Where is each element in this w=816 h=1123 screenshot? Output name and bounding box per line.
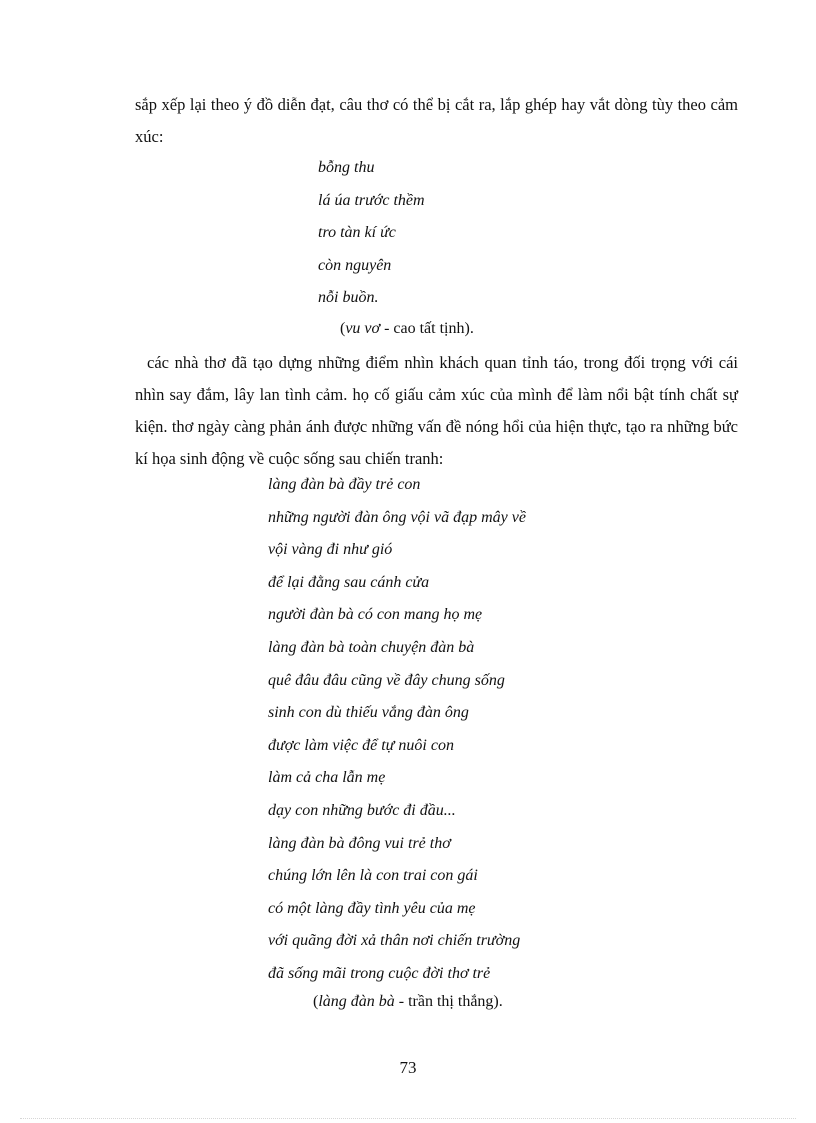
page-number: 73 bbox=[399, 1058, 417, 1077]
page-bottom-rule bbox=[20, 1118, 796, 1119]
poem-line: làng đàn bà đầy trẻ con bbox=[268, 476, 421, 493]
poem-line: làm cả cha lẫn mẹ bbox=[268, 769, 386, 787]
poem-citation: (làng đàn bà - trần thị thắng). bbox=[313, 993, 503, 1010]
poem-line: còn nguyên bbox=[318, 256, 392, 274]
poem-line: tro tàn kí ức bbox=[318, 224, 396, 242]
poem-line: được làm việc để tự nuôi con bbox=[268, 736, 454, 754]
poem-vu-vo bbox=[318, 152, 425, 315]
poem-line: bỗng thu bbox=[318, 159, 375, 176]
poem-line: có một làng đầy tình yêu của mẹ bbox=[268, 899, 476, 917]
citation-title: làng đàn bà bbox=[318, 993, 395, 1010]
poem-line: người đàn bà có con mang họ mẹ bbox=[268, 606, 483, 624]
citation-author: - trần thị thắng). bbox=[394, 993, 503, 1010]
poem-line: quê đâu đâu cũng về đây chung sống bbox=[268, 671, 505, 689]
poem-line: những người đàn ông vội vã đạp mây về bbox=[268, 508, 526, 526]
poem-line: dạy con những bước đi đầu... bbox=[268, 801, 456, 819]
citation-title: vu vơ bbox=[345, 320, 381, 337]
paragraph-body: các nhà thơ đã tạo dựng những điểm nhìn khách quan tỉnh táo, trong đối trọng với cái nhìn say đắm, lây lan tình cảm. họ cố giấu cảm xúc của mình để làm nổi bật tính chất sự kiện. thơ ngày càng phản ánh được những vấn đề nóng hổi của hiện thực, tạo ra những bức kí họa sinh động về cuộc sống sau chiến tranh: bbox=[135, 353, 738, 468]
poem-line: đã sống mãi trong cuộc đời thơ trẻ bbox=[268, 964, 491, 982]
poem-line: làng đàn bà đông vui trẻ thơ bbox=[268, 834, 451, 852]
citation-author: - cao tất tịnh). bbox=[380, 320, 474, 337]
poem-line: để lại đằng sau cánh cửa bbox=[268, 573, 430, 591]
poem-citation: (vu vơ - cao tất tịnh). bbox=[340, 320, 474, 337]
poem-line: nỗi buồn. bbox=[318, 289, 379, 307]
poem-line: sinh con dù thiếu vắng đàn ông bbox=[268, 704, 469, 722]
paragraph-intro: sắp xếp lại theo ý đồ diễn đạt, câu thơ có thể bị cắt ra, lắp ghép hay vắt dòng tùy theo cảm xúc: bbox=[135, 95, 738, 146]
poem-lang-dan-ba bbox=[268, 469, 526, 991]
poem-line: với quãng đời xả thân nơi chiến trường bbox=[268, 932, 521, 950]
poem-line: làng đàn bà toàn chuyện đàn bà bbox=[268, 638, 475, 656]
poem-line: lá úa trước thềm bbox=[318, 191, 425, 209]
poem-line: chúng lớn lên là con trai con gái bbox=[268, 867, 478, 885]
poem-line: vội vàng đi như gió bbox=[268, 541, 393, 559]
